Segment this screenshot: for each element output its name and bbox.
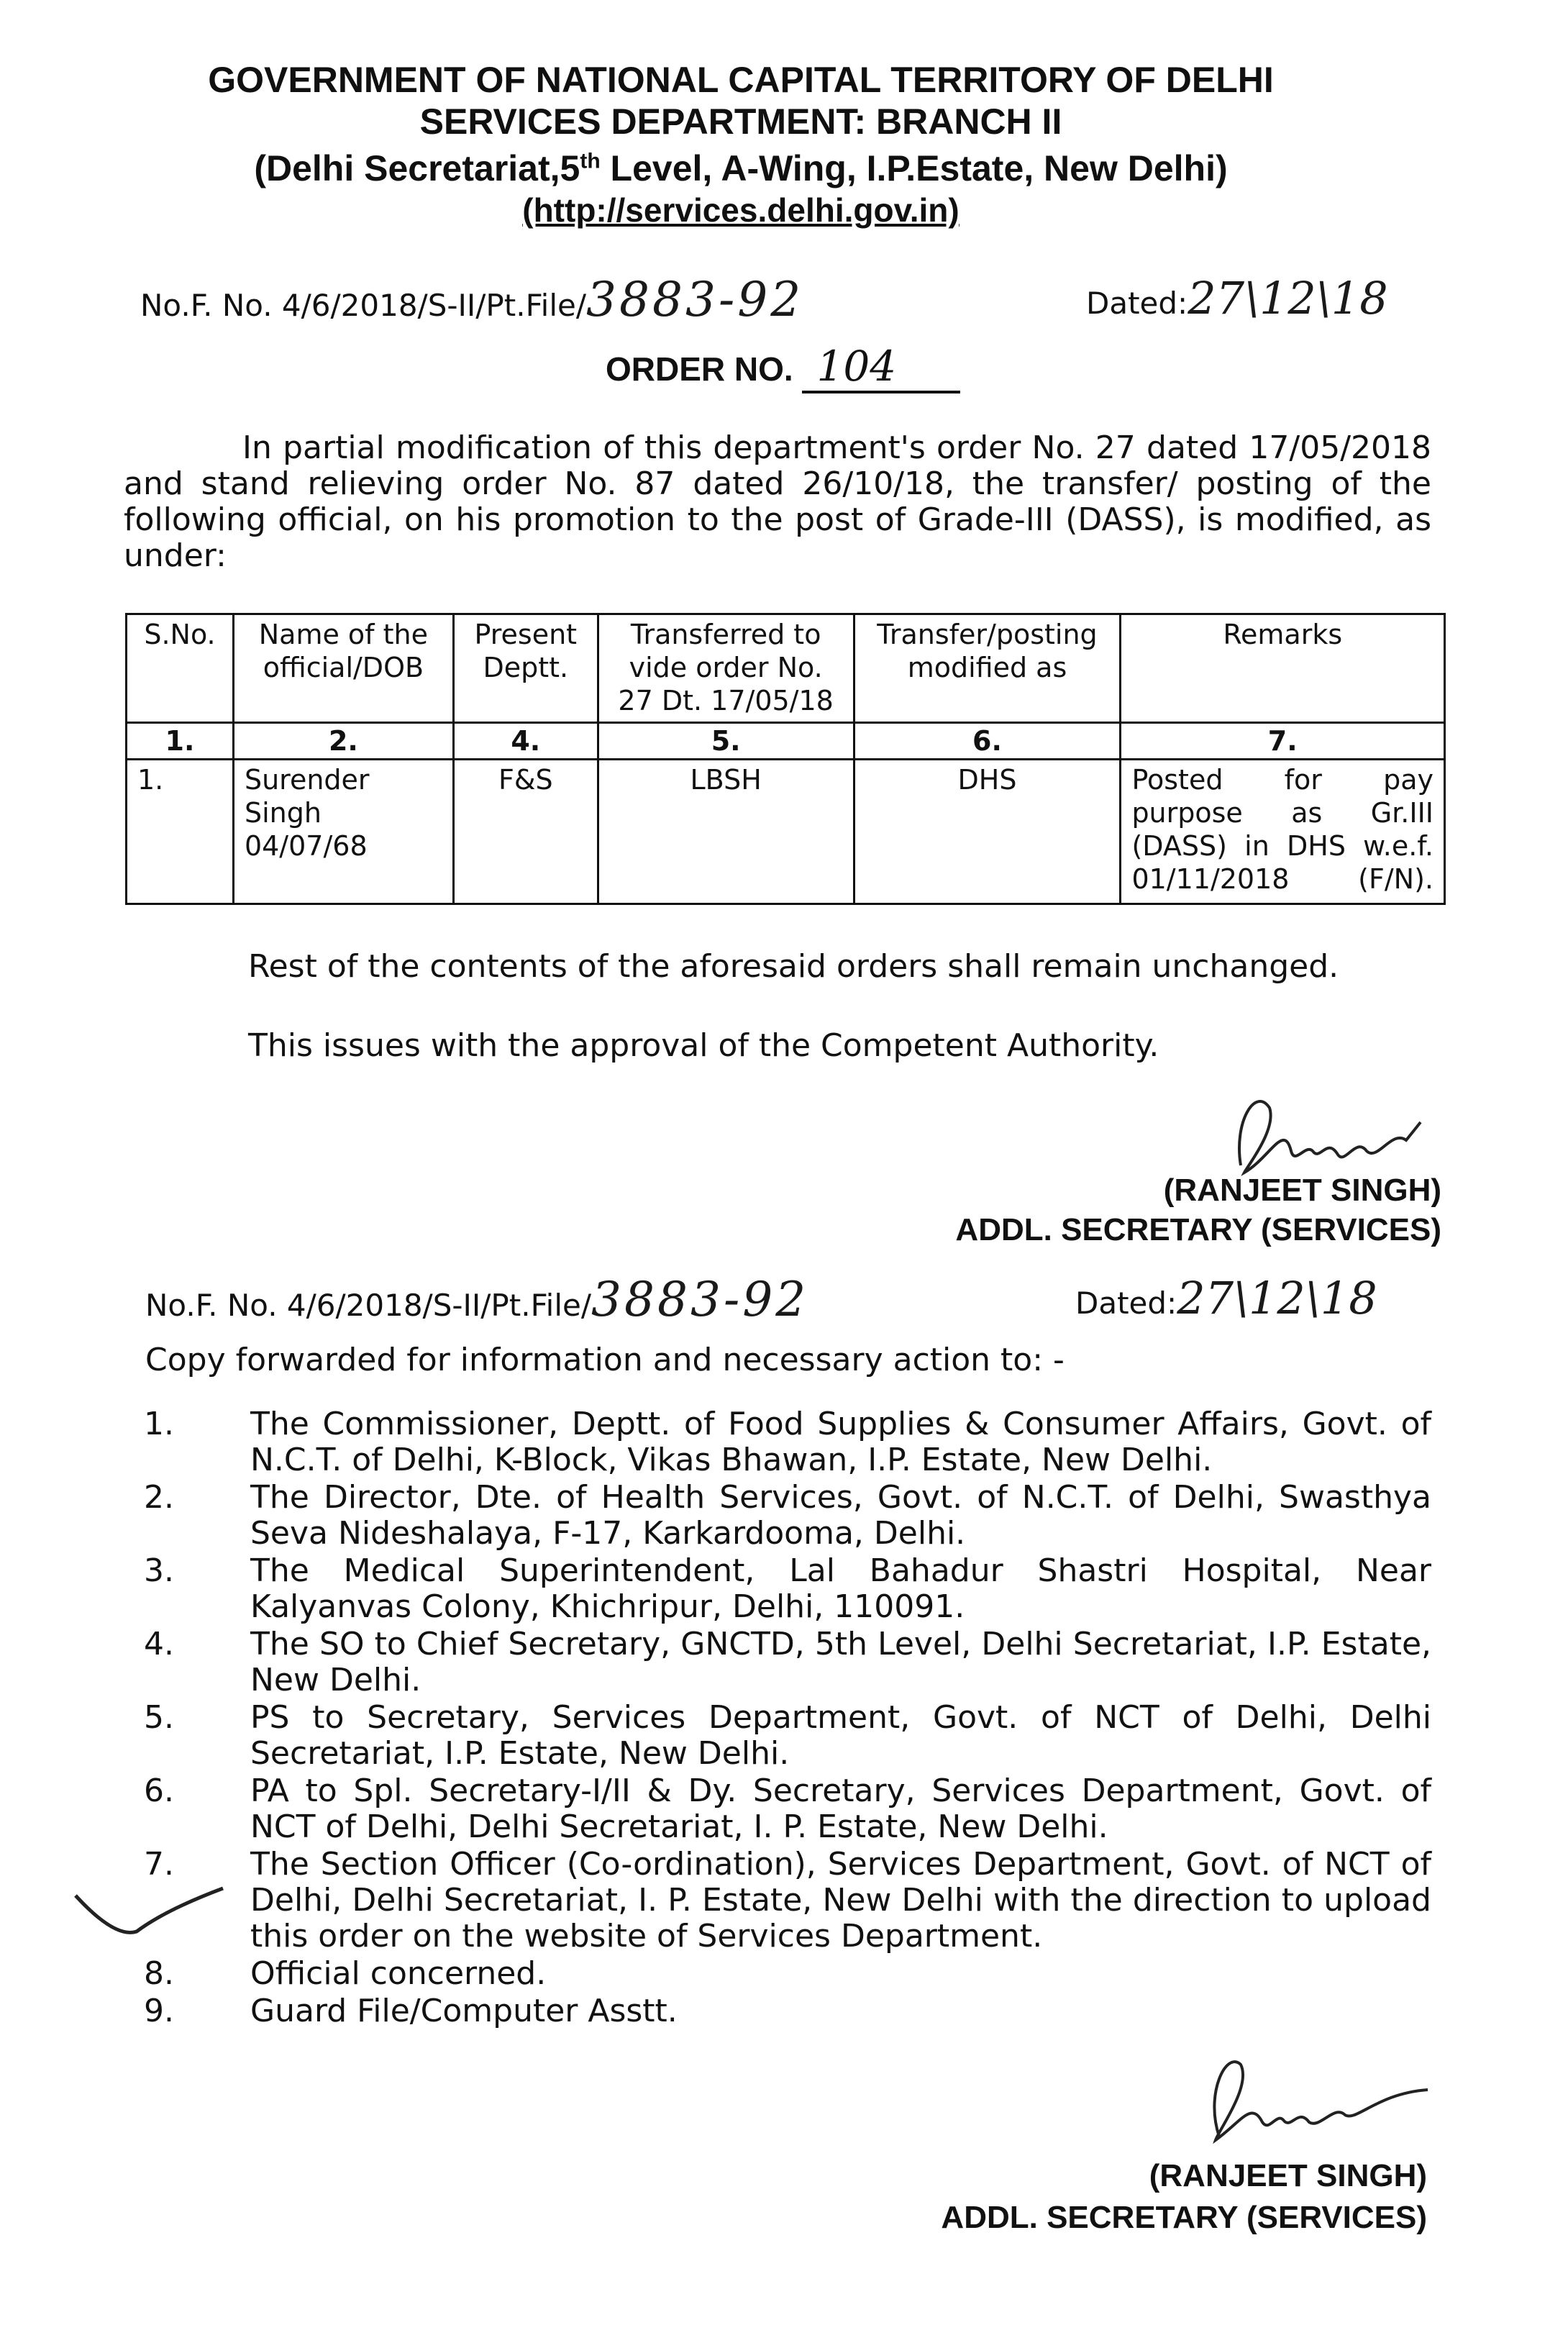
table-column-number-row bbox=[127, 723, 1445, 760]
dated-bottom bbox=[1075, 1272, 1377, 1324]
col-num-6: 7. bbox=[1121, 723, 1445, 760]
signatory-designation-2: ADDL. SECRETARY (SERVICES) bbox=[941, 2200, 1427, 2235]
dated-label: Dated: bbox=[1086, 286, 1188, 321]
list-item: 6. PA to Spl. Secretary-I/II & Dy. Secretary, Services Department, Govt. of NCT of Delhi, Delhi Secretariat, I. P. Estate, New Delhi. bbox=[144, 1773, 1431, 1845]
order-number bbox=[606, 342, 960, 393]
col-num-3: 4. bbox=[453, 723, 598, 760]
header-url: (http://services.delhi.gov.in) bbox=[522, 191, 960, 229]
file-number-top bbox=[140, 272, 803, 327]
checkmark-icon bbox=[72, 1881, 230, 1949]
table-header-row bbox=[127, 614, 1445, 723]
transfer-table bbox=[125, 613, 1446, 905]
handwritten-file-number: 3883-92 bbox=[591, 1272, 809, 1327]
list-item: 3. The Medical Superintendent, Lal Bahadur Shastri Hospital, Near Kalyanvas Colony, Khichripur, Delhi, 110091. bbox=[144, 1552, 1431, 1625]
th-sno: S.No. bbox=[127, 614, 234, 723]
list-item: 7. The Section Officer (Co-ordination), Services Department, Govt. of NCT of Delhi, Delhi Secretariat, I. P. Estate, New Delhi with the direction to upload this order on the website of Services Department. bbox=[144, 1846, 1431, 1955]
approval-line: This issues with the approval of the Competent Authority. bbox=[248, 1027, 1159, 1064]
header-address: (Delhi Secretariat,5th Level, A-Wing, I.P.Estate, New Delhi) bbox=[254, 148, 1228, 188]
signature-image bbox=[1190, 2036, 1435, 2165]
th-name: Name of the official/DOB bbox=[233, 614, 453, 723]
handwritten-date: 27\12\18 bbox=[1188, 272, 1388, 324]
header-government: GOVERNMENT OF NATIONAL CAPITAL TERRITORY OF DELHI bbox=[208, 60, 1274, 100]
dated-top bbox=[1086, 272, 1388, 324]
handwritten-date: 27\12\18 bbox=[1177, 1272, 1377, 1324]
th-modified: Transfer/posting modified as bbox=[854, 614, 1121, 723]
list-item: 2. The Director, Dte. of Health Services, Govt. of N.C.T. of Delhi, Swasthya Seva Nideshalaya, F-17, Karkardooma, Delhi. bbox=[144, 1479, 1431, 1552]
handwritten-file-number: 3883-92 bbox=[586, 272, 804, 327]
copy-list bbox=[144, 1406, 1431, 2031]
list-item: 9. Guard File/Computer Asstt. bbox=[144, 1993, 678, 2029]
order-label: ORDER NO. bbox=[606, 350, 793, 388]
body-paragraph: In partial modification of this department's order No. 27 dated 17/05/2018 and stand relieving order No. 87 dated 26/10/18, the transfer/ posting of the following official, on his promotion to the post of Grade-III (DASS), is modified, as under: bbox=[124, 429, 1431, 574]
file-number-label: No.F. No. 4/6/2018/S-II/Pt.File/ bbox=[140, 288, 587, 323]
cell-transferred: LBSH bbox=[598, 760, 854, 904]
dated-label: Dated: bbox=[1075, 1286, 1177, 1321]
list-item: 1. The Commissioner, Deptt. of Food Supplies & Consumer Affairs, Govt. of N.C.T. of Delhi, K-Block, Vikas Bhawan, I.P. Estate, New Delhi. bbox=[144, 1406, 1431, 1478]
signatory-designation-1: ADDL. SECRETARY (SERVICES) bbox=[955, 1212, 1441, 1247]
rest-unchanged-line: Rest of the contents of the aforesaid orders shall remain unchanged. bbox=[248, 948, 1339, 985]
header-department: SERVICES DEPARTMENT: BRANCH II bbox=[419, 101, 1062, 142]
list-item: 8. Official concerned. bbox=[144, 1955, 547, 1992]
handwritten-order-number: 104 bbox=[802, 342, 960, 393]
cell-sno: 1. bbox=[127, 760, 234, 904]
cell-remarks: Posted for pay purpose as Gr.III (DASS) in DHS w.e.f. 01/11/2018 (F/N). bbox=[1121, 760, 1445, 904]
cell-modified: DHS bbox=[854, 760, 1121, 904]
th-transferred: Transferred to vide order No. 27 Dt. 17/05/18 bbox=[598, 614, 854, 723]
col-num-4: 5. bbox=[598, 723, 854, 760]
file-number-bottom bbox=[145, 1272, 808, 1327]
signature-scribble-icon bbox=[1226, 1079, 1442, 1187]
col-num-5: 6. bbox=[854, 723, 1121, 760]
signature-scribble-icon bbox=[1190, 2036, 1435, 2151]
copy-forwarded-line: Copy forwarded for information and necessary action to: - bbox=[145, 1342, 1065, 1378]
list-item: 4. The SO to Chief Secretary, GNCTD, 5th Level, Delhi Secretariat, I.P. Estate, New Delhi. bbox=[144, 1626, 1431, 1698]
col-num-1: 1. bbox=[127, 723, 234, 760]
file-number-label: No.F. No. 4/6/2018/S-II/Pt.File/ bbox=[145, 1288, 592, 1323]
signatory-name-1: (RANJEET SINGH) bbox=[1163, 1173, 1441, 1208]
th-present: Present Deptt. bbox=[453, 614, 598, 723]
th-remarks: Remarks bbox=[1121, 614, 1445, 723]
list-item: 5. PS to Secretary, Services Department, Govt. of NCT of Delhi, Delhi Secretariat, I.P. Estate, New Delhi. bbox=[144, 1699, 1431, 1772]
cell-present: F&S bbox=[453, 760, 598, 904]
table-row bbox=[127, 760, 1445, 904]
col-num-2: 2. bbox=[233, 723, 453, 760]
signatory-name-2: (RANJEET SINGH) bbox=[1149, 2158, 1427, 2193]
cell-name: Surender Singh 04/07/68 bbox=[233, 760, 453, 904]
